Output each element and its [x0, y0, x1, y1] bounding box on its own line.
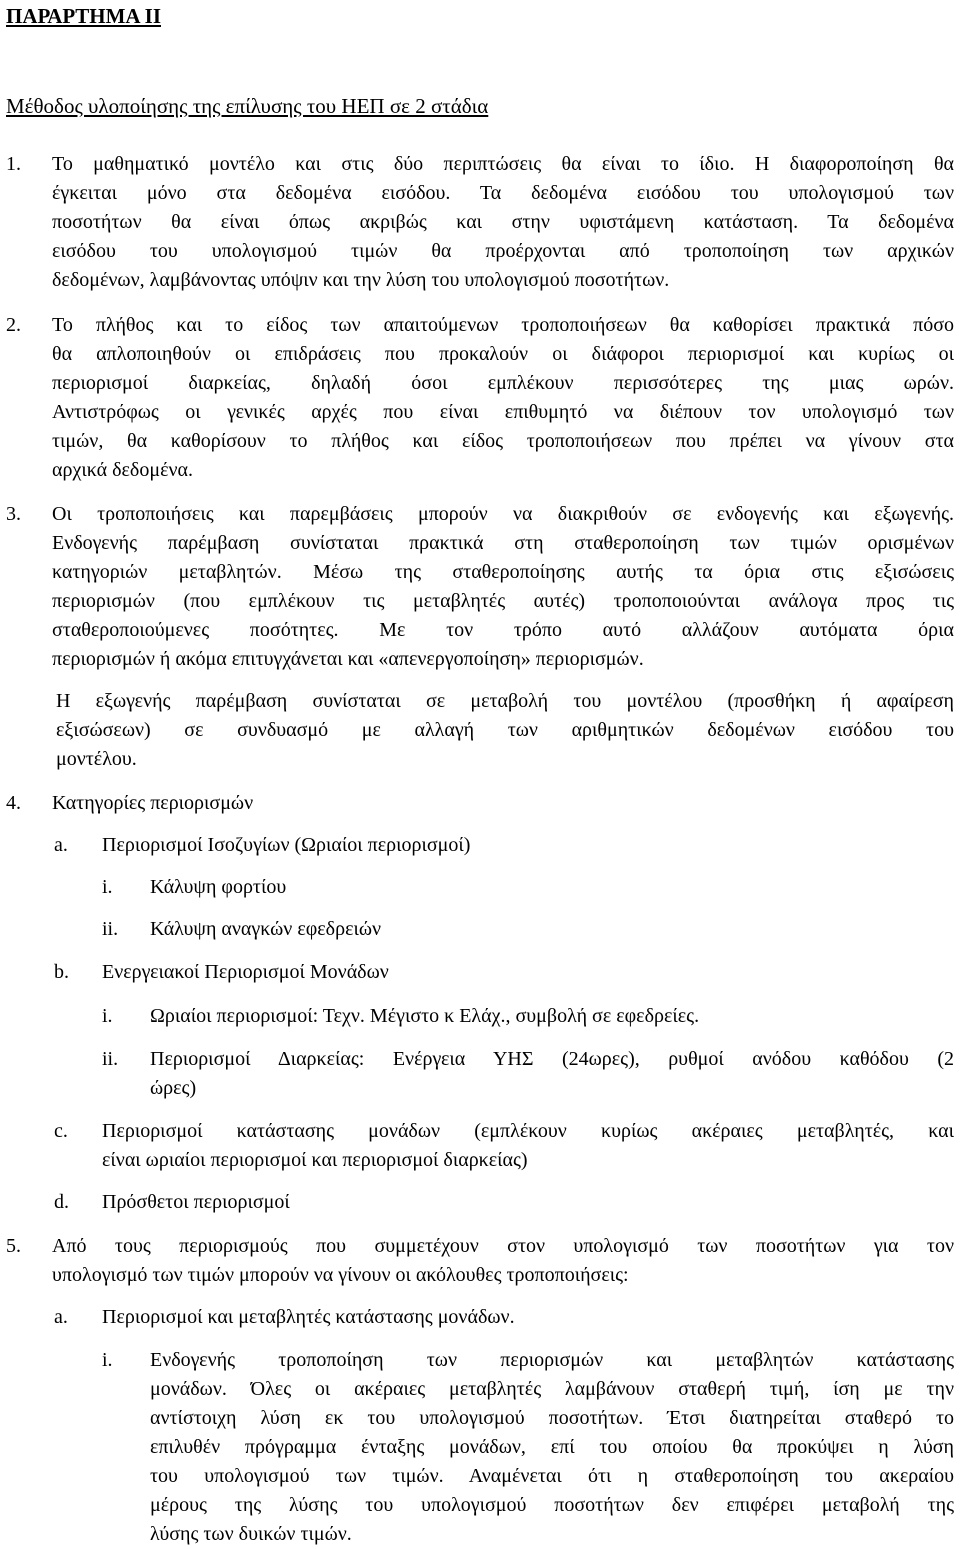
sub-item-4b-ii — [102, 1045, 954, 1103]
text-line: Το πλήθος και το είδος των απαιτούμενων τροποποιήσεων θα καθορίσει πρακτικά πόσο — [52, 314, 954, 336]
text-line: Ενδογενής τροποποίηση των περιορισμών και μεταβλητών κατάστασης — [150, 1349, 954, 1371]
item-number: 4. — [6, 792, 21, 814]
text-line: ώρες) — [150, 1077, 197, 1099]
item-letter: a. — [54, 834, 68, 856]
item-number: 1. — [6, 153, 21, 175]
text-line: έγκειται μόνο στα δεδομένα εισόδου. Τα δεδομένα εισόδου του υπολογισμού των — [52, 182, 954, 204]
text-line: Ενεργειακοί Περιορισμοί Μονάδων — [102, 961, 389, 983]
item-letter: c. — [54, 1120, 68, 1142]
item-letter: a. — [54, 1306, 68, 1328]
text-line: Πρόσθετοι περιορισμοί — [102, 1191, 290, 1213]
text-line: Κάλυψη φορτίου — [150, 876, 287, 898]
text-line: μοντέλου. — [56, 748, 137, 770]
list-item-2 — [6, 311, 954, 485]
list-item-5 — [6, 1232, 954, 1290]
item-roman: ii. — [102, 918, 119, 940]
text-line: δεδομένων, λαμβάνοντας υπόψιν και την λύση του υπολογισμού ποσοτήτων. — [52, 269, 670, 291]
text-line: Ενδογενής παρέμβαση συνίσταται πρακτικά στη σταθεροποίηση των τιμών ορισμένων — [52, 532, 954, 554]
sub-item-4c — [54, 1117, 954, 1175]
item-number: 2. — [6, 314, 21, 336]
item-letter: d. — [54, 1191, 69, 1213]
text-line: τιμών, θα καθορίσουν το πλήθος και είδος τροποποιήσεων που πρέπει να γίνουν στα — [52, 430, 954, 452]
paragraph-exogenous — [56, 687, 954, 774]
sub-item-5a — [54, 1303, 954, 1332]
text-line: θα απλοποιηθούν οι επιδράσεις που προκαλούν οι διάφοροι περιορισμοί και κυρίως οι — [52, 343, 954, 365]
text-line: υπολογισμό των τιμών μπορούν να γίνουν οι ακόλουθες τροποποιήσεις: — [52, 1264, 629, 1286]
text-line: επιλυθέν πρόγραμμα ένταξης μονάδων, επί του οποίου θα προκύψει η λύση — [150, 1436, 954, 1458]
text-line: λύσης των δυικών τιμών. — [150, 1523, 352, 1545]
text-line: εξισώσεων) σε συνδυασμό με αλλαγή των αριθμητικών δεδομένων εισόδου του — [56, 719, 954, 741]
text-line: Περιορισμοί Διαρκείας: Ενέργεια ΥΗΣ (24ωρες), ρυθμοί ανόδου καθόδου (2 — [150, 1048, 954, 1070]
text-line: εισόδου του υπολογισμού τιμών θα προέρχονται από τροποποίηση των αρχικών — [52, 240, 954, 262]
text-line: Αντιστρόφως οι γενικές αρχές που είναι επιθυμητό να διέπουν τον υπολογισμό των — [52, 401, 954, 423]
text-line: Ωριαίοι περιορισμοί: Τεχν. Μέγιστο κ Ελάχ., συμβολή σε εφεδρείες. — [150, 1005, 700, 1027]
item-letter: b. — [54, 961, 69, 983]
text-line: αντίστοιχη λύση εκ του υπολογισμού ποσοτήτων. Έτσι διατηρείται σταθερό το — [150, 1407, 954, 1429]
text-line: Περιορισμοί κατάστασης μονάδων (εμπλέκουν κυρίως ακέραιες μεταβλητές, και — [102, 1120, 954, 1142]
text-line: αρχικά δεδομένα. — [52, 459, 193, 481]
text-line: μονάδων. Όλες οι ακέραιες μεταβλητές λαμβάνουν σταθερή τιμή, ίση με την — [150, 1378, 954, 1400]
text-line: Περιορισμοί και μεταβλητές κατάστασης μονάδων. — [102, 1306, 515, 1328]
sub-item-4d — [54, 1188, 954, 1217]
item-roman: i. — [102, 1005, 113, 1027]
item-roman: ii. — [102, 1048, 119, 1070]
text-line: Από τους περιορισμούς που συμμετέχουν στον υπολογισμό των ποσοτήτων για τον — [52, 1235, 954, 1257]
text-line: περιορισμοί διαρκείας, δηλαδή όσοι εμπλέκουν περισσότερες της μιας ωρών. — [52, 372, 954, 394]
text-line: Κάλυψη αναγκών εφεδρειών — [150, 918, 382, 940]
text-line: Περιορισμοί Ισοζυγίων (Ωριαίοι περιορισμοί) — [102, 834, 471, 856]
sub-item-5a-i — [102, 1346, 954, 1549]
text-line: του υπολογισμού των τιμών. Αναμένεται ότι η σταθεροποίηση του ακεραίου — [150, 1465, 954, 1487]
section-subtitle: Μέθοδος υλοποίησης της επίλυσης του ΗΕΠ σε 2 στάδια — [6, 94, 489, 118]
text-line: κατηγοριών μεταβλητών. Μέσω της σταθεροποίησης αυτής τα όρια στις εξισώσεις — [52, 561, 954, 583]
text-line: περιορισμών ή ακόμα επιτυγχάνεται και «απενεργοποίηση» περιορισμών. — [52, 648, 644, 670]
sub-item-4b — [54, 958, 954, 987]
sub-item-4a-ii — [102, 915, 954, 944]
sub-item-4a — [54, 831, 954, 860]
item-roman: i. — [102, 876, 113, 898]
list-item-3 — [6, 500, 954, 674]
text-line: Οι τροποποιήσεις και παρεμβάσεις μπορούν να διακριθούν σε ενδογενής και εξωγενής. — [52, 503, 954, 525]
page-title: ΠΑΡΑΡΤΗΜΑ ΙΙ — [6, 4, 161, 28]
text-line: σταθεροποιούμενες ποσότητες. Με τον τρόπο αυτό αλλάζουν αυτόματα όρια — [52, 619, 954, 641]
text-line: μέρους της λύσης του υπολογισμού ποσοτήτων δεν επιφέρει μεταβολή της — [150, 1494, 954, 1516]
text-line: Το μαθηματικό μοντέλο και στις δύο περιπτώσεις θα είναι το ίδιο. Η διαφοροποίηση θα — [52, 153, 954, 175]
text-line: είναι ωριαίοι περιορισμοί και περιορισμοί διαρκείας) — [102, 1149, 528, 1171]
list-item-4 — [6, 789, 954, 818]
item-roman: i. — [102, 1349, 113, 1371]
list-item-1 — [6, 150, 954, 295]
item-number: 5. — [6, 1235, 21, 1257]
text-line: ποσοτήτων θα είναι όπως ακριβώς και στην υφιστάμενη κατάσταση. Τα δεδομένα — [52, 211, 954, 233]
text-line: περιορισμών (που εμπλέκουν τις μεταβλητές αυτές) τροποποιούνται ανάλογα προς τις — [52, 590, 954, 612]
sub-item-4a-i — [102, 873, 954, 902]
item-number: 3. — [6, 503, 21, 525]
sub-item-4b-i — [102, 1002, 954, 1031]
text-line: Κατηγορίες περιορισμών — [52, 792, 254, 814]
text-line: Η εξωγενής παρέμβαση συνίσταται σε μεταβολή του μοντέλου (προσθήκη ή αφαίρεση — [56, 690, 954, 712]
